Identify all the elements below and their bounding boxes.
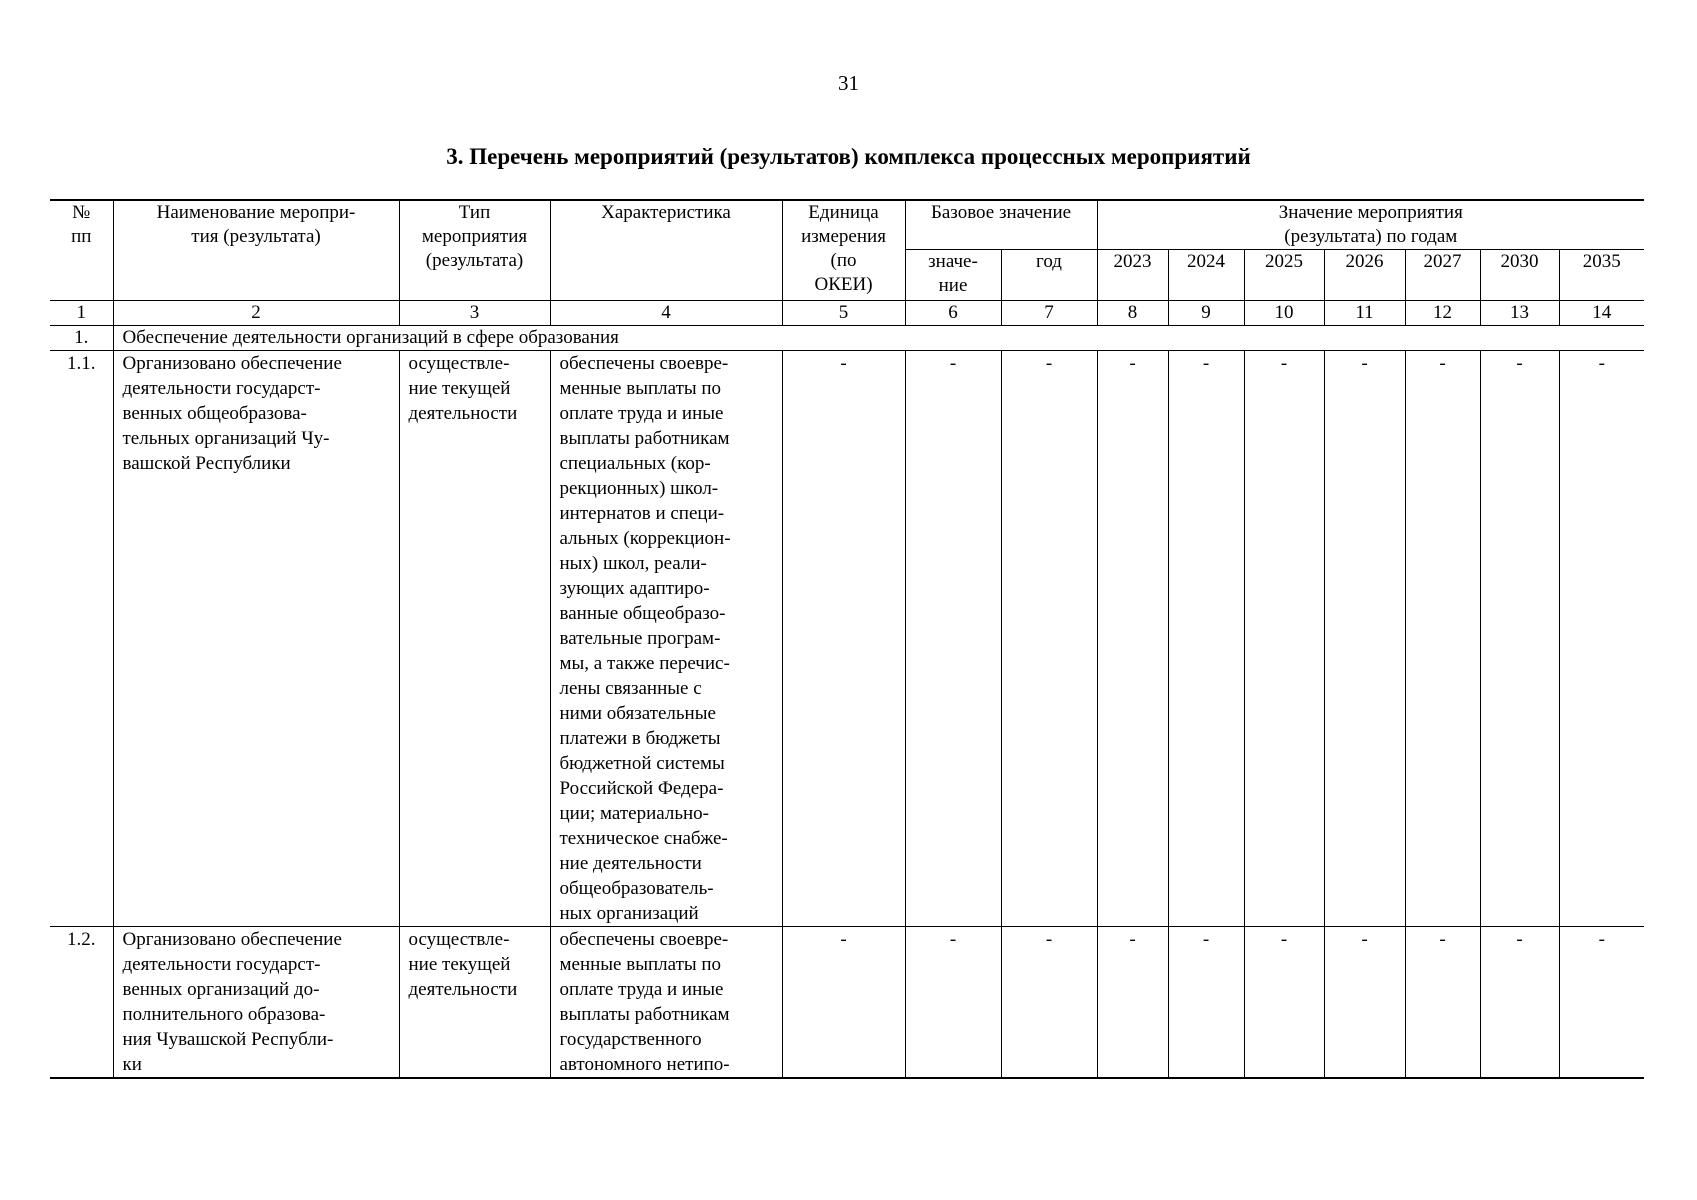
- row-name: [113, 927, 399, 1079]
- header-num: [50, 200, 113, 301]
- header-year: 2023: [1097, 250, 1168, 301]
- row-name-line: деятельности государст-: [122, 954, 321, 975]
- header-year: 2035: [1559, 250, 1644, 301]
- row-value: -: [1244, 351, 1324, 927]
- row-characteristic-line: государственного: [559, 1029, 702, 1050]
- column-number: 5: [782, 301, 905, 326]
- row-characteristic-line: менные выплаты по: [559, 954, 722, 975]
- column-number: 14: [1559, 301, 1644, 326]
- row-type-line: ние текущей: [408, 378, 511, 399]
- row-characteristic-line: альных (коррекцион-: [559, 528, 731, 549]
- header-unit-line: Единица: [808, 202, 879, 223]
- header-num-line: пп: [71, 226, 92, 247]
- row-characteristic-line: специальных (кор-: [559, 453, 711, 474]
- header-base-value-line: Базовое значение: [930, 202, 1072, 223]
- header-name: [113, 200, 399, 301]
- header-name-line: тия (результата): [191, 226, 321, 247]
- section-num: 1.: [50, 326, 113, 351]
- column-number: 11: [1324, 301, 1405, 326]
- row-characteristic-line: платежи в бюджеты: [559, 728, 721, 749]
- row-name-line: деятельности государст-: [122, 378, 321, 399]
- header-name-line: Наименование меропри-: [156, 202, 356, 223]
- row-characteristic-line: ними обязательные: [559, 703, 716, 724]
- row-value: -: [782, 927, 905, 1079]
- document-title: 3. Перечень мероприятий (результатов) комплекса процессных мероприятий: [446, 144, 1251, 169]
- row-num: 1.1.: [50, 351, 113, 927]
- row-characteristic-line: бюджетной системы: [559, 753, 725, 774]
- column-number: 13: [1480, 301, 1559, 326]
- row-type-line: деятельности: [408, 979, 518, 1000]
- row-value: -: [1244, 927, 1324, 1079]
- row-value: -: [1168, 351, 1244, 927]
- header-type-line: мероприятия: [421, 226, 528, 247]
- header-unit-line: ОКЕИ): [814, 274, 873, 295]
- row-characteristic-line: вательные програм-: [559, 628, 721, 649]
- column-number: 8: [1097, 301, 1168, 326]
- row-characteristic-line: оплате труда и иные: [559, 403, 724, 424]
- row-value: -: [1324, 351, 1405, 927]
- row-characteristic-line: рекционных) школ-: [559, 478, 719, 499]
- row-name-line: вашской Республики: [122, 453, 291, 474]
- row-value: -: [1097, 351, 1168, 927]
- row-characteristic-line: мы, а также перечис-: [559, 653, 730, 674]
- row-num: 1.2.: [50, 927, 113, 1079]
- section-title: Обеспечение деятельности организаций в сфере образования: [113, 326, 1644, 351]
- header-unit-line: измерения: [801, 226, 886, 247]
- row-value: -: [1405, 927, 1480, 1079]
- header-unit-line: (по: [830, 250, 857, 271]
- row-type-line: осуществле-: [408, 353, 510, 374]
- row-characteristic-line: менные выплаты по: [559, 378, 722, 399]
- header-base-value-year: год: [1001, 250, 1097, 301]
- header-num-line: №: [72, 202, 91, 223]
- row-characteristic-line: выплаты работникам: [559, 1004, 730, 1025]
- column-number: 6: [905, 301, 1001, 326]
- row-type-line: осуществле-: [408, 929, 510, 950]
- row-characteristic-line: ции; материально-: [559, 803, 710, 824]
- header-unit: [782, 200, 905, 301]
- row-characteristic-line: техническое снабже-: [559, 828, 728, 849]
- row-value: -: [1559, 927, 1644, 1079]
- row-value: -: [1001, 927, 1097, 1079]
- row-value: -: [1168, 927, 1244, 1079]
- row-type-line: деятельности: [408, 403, 518, 424]
- column-number: 9: [1168, 301, 1244, 326]
- row-value: -: [782, 351, 905, 927]
- column-number: 12: [1405, 301, 1480, 326]
- row-characteristic-line: зующих адаптиро-: [559, 578, 710, 599]
- activities-table: [50, 199, 1644, 1079]
- table-row: [50, 351, 1644, 927]
- column-number: 4: [550, 301, 782, 326]
- column-number: 2: [113, 301, 399, 326]
- header-type: [399, 200, 550, 301]
- row-characteristic-line: автономного нетипо-: [559, 1054, 730, 1075]
- header-years-group-line: Значение мероприятия: [1278, 202, 1463, 223]
- header-characteristic: [550, 200, 782, 301]
- row-characteristic-line: обеспечены своевре-: [559, 929, 729, 950]
- row-characteristic-line: ванные общеобразо-: [559, 603, 726, 624]
- row-name-line: ки: [122, 1054, 142, 1075]
- row-name-line: венных организаций до-: [122, 979, 320, 1000]
- row-value: -: [1001, 351, 1097, 927]
- row-name-line: тельных организаций Чу-: [122, 428, 330, 449]
- row-characteristic-line: ных) школ, реали-: [559, 553, 707, 574]
- row-characteristic-line: интернатов и специ-: [559, 503, 725, 524]
- header-base-value: [905, 200, 1097, 250]
- row-characteristic-line: лены связанные с: [559, 678, 702, 699]
- row-name-line: Организовано обеспечение: [122, 929, 342, 950]
- row-name-line: Организовано обеспечение: [122, 353, 342, 374]
- header-years-group: [1097, 200, 1644, 250]
- header-type-line: Тип: [458, 202, 491, 223]
- header-year: 2027: [1405, 250, 1480, 301]
- row-value: -: [1097, 927, 1168, 1079]
- row-characteristic-line: ние деятельности: [559, 853, 702, 874]
- header-base-value-value-line: значе-: [928, 251, 978, 272]
- column-numbers-row: [50, 301, 1644, 326]
- row-characteristic-line: оплате труда и иные: [559, 979, 724, 1000]
- row-value: -: [1405, 351, 1480, 927]
- row-name-line: полнительного образова-: [122, 1004, 326, 1025]
- column-number: 10: [1244, 301, 1324, 326]
- section-row: [50, 326, 1644, 351]
- header-year: 2030: [1480, 250, 1559, 301]
- table-row: [50, 927, 1644, 1079]
- header-year: 2025: [1244, 250, 1324, 301]
- header-characteristic-line: Характеристика: [601, 202, 731, 223]
- row-characteristic-line: обеспечены своевре-: [559, 353, 729, 374]
- row-type-line: ние текущей: [408, 954, 511, 975]
- page-number: 31: [838, 71, 859, 95]
- header-base-value-value-line: ние: [938, 275, 968, 296]
- row-name: [113, 351, 399, 927]
- row-value: -: [1559, 351, 1644, 927]
- row-characteristic-line: Российской Федера-: [559, 778, 724, 799]
- row-value: -: [1324, 927, 1405, 1079]
- row-characteristic: [550, 351, 782, 927]
- row-characteristic-line: ных организаций: [559, 903, 699, 924]
- header-type-line: (результата): [425, 250, 524, 271]
- row-characteristic-line: выплаты работникам: [559, 428, 730, 449]
- row-characteristic-line: общеобразователь-: [559, 878, 714, 899]
- row-characteristic: [550, 927, 782, 1079]
- column-number: 1: [50, 301, 113, 326]
- column-number: 7: [1001, 301, 1097, 326]
- row-value: -: [1480, 927, 1559, 1079]
- header-year: 2026: [1324, 250, 1405, 301]
- row-name-line: венных общеобразова-: [122, 403, 307, 424]
- row-type: [399, 351, 550, 927]
- header-year: 2024: [1168, 250, 1244, 301]
- row-type: [399, 927, 550, 1079]
- row-value: -: [1480, 351, 1559, 927]
- column-number: 3: [399, 301, 550, 326]
- header-row-top: [50, 200, 1644, 250]
- row-name-line: ния Чувашской Республи-: [122, 1029, 334, 1050]
- header-base-value-value: [905, 250, 1001, 301]
- row-value: -: [905, 927, 1001, 1079]
- header-years-group-line: (результата) по годам: [1284, 226, 1458, 247]
- row-value: -: [905, 351, 1001, 927]
